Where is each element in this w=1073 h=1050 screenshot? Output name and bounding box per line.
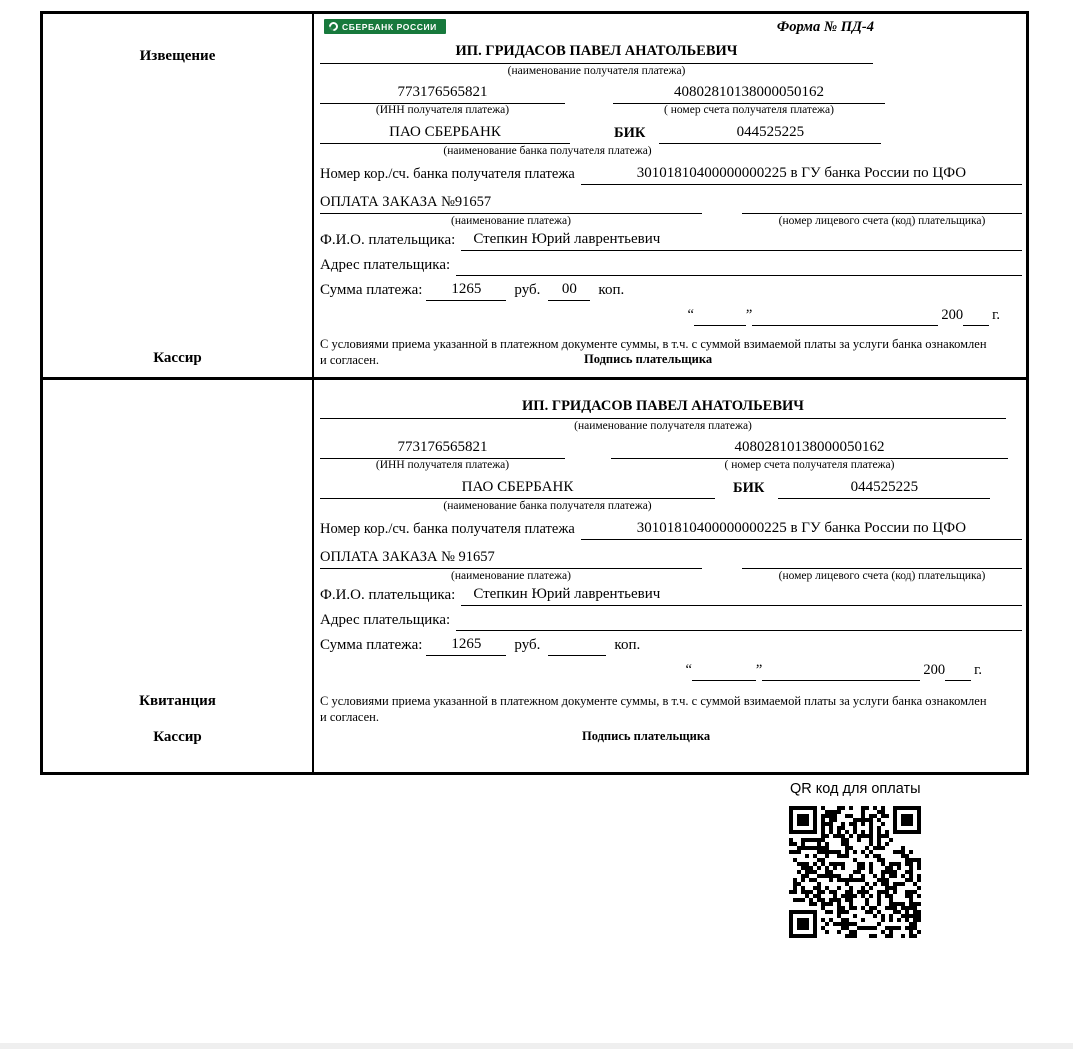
payer-code-caption: (номер лицевого счета (код) плательщика) <box>778 215 986 227</box>
payer-code-caption: (номер лицевого счета (код) плательщика) <box>778 569 986 582</box>
inn-caption: (ИНН получателя платежа) <box>375 458 510 471</box>
date-year-suffix: г. <box>992 307 1000 323</box>
inn-caption: (ИНН получателя платежа) <box>375 104 510 116</box>
payer-code-blank-field <box>742 194 1022 214</box>
agreement-block <box>320 693 996 726</box>
bank-caption: (наименование банка получателя платежа) <box>443 145 652 157</box>
payment-form-pd4 <box>40 11 1029 775</box>
payer-address-blank-field <box>456 256 1022 276</box>
amount-row <box>320 281 1022 301</box>
recipient-name: ИП. ГРИДАСОВ ПАВЕЛ АНАТОЛЬЕВИЧ <box>320 43 873 64</box>
agreement-text: С условиями приема указанной в платежном документе суммы, в т.ч. с суммой взимаемой платы за услуги банка ознакомлен и согласен. <box>320 337 987 368</box>
date-year-blank <box>945 663 971 681</box>
signature-label: Подпись плательщика <box>582 729 711 743</box>
receipt-side-label: Квитанция <box>139 692 216 709</box>
bank-caption: (наименование банка получателя платежа) <box>443 499 652 512</box>
bik-label: БИК <box>614 125 646 141</box>
date-year-prefix: 200 <box>941 307 964 323</box>
kop-label: коп. <box>614 636 641 653</box>
amount-rub-value: 1265 <box>426 636 506 656</box>
sberbank-logo <box>324 19 446 34</box>
payer-address-label: Адрес плательщика: <box>320 611 451 628</box>
payer-fio-row <box>320 586 1022 606</box>
payment-name-caption: (наименование платежа) <box>451 215 571 227</box>
rub-label: руб. <box>514 636 541 653</box>
amount-kop-value: 00 <box>548 281 590 301</box>
sberbank-logo-text: СБЕРБАНК РОССИИ <box>342 21 437 32</box>
korr-account-row <box>320 520 1022 540</box>
payer-fio-label: Ф.И.О. плательщика: <box>320 232 456 248</box>
payment-purpose-value: ОПЛАТА ЗАКАЗА № 91657 <box>320 549 702 569</box>
inn-value: 773176565821 <box>320 439 565 459</box>
payer-fio-value: Степкин Юрий лаврентьевич <box>461 586 1022 606</box>
inn-account-captions <box>320 459 1022 471</box>
account-value: 40802810138000050162 <box>611 439 1008 459</box>
agreement-block <box>320 336 996 369</box>
payer-address-row <box>320 256 1022 276</box>
date-month-blank <box>762 663 920 681</box>
receipt-cashier-label: Кассир <box>153 728 202 745</box>
inn-account-row <box>320 439 1022 459</box>
recipient-caption: (наименование получателя платежа) <box>574 419 752 432</box>
payment-purpose-value: ОПЛАТА ЗАКАЗА №91657 <box>320 194 702 214</box>
date-year-blank <box>963 308 989 326</box>
signature-label: Подпись плательщика <box>584 352 713 367</box>
payer-fio-value: Степкин Юрий лаврентьевич <box>461 231 1022 251</box>
date-close-quote: ” <box>745 307 753 323</box>
bank-name-value: ПАО СБЕРБАНК <box>320 479 715 499</box>
purpose-captions-row <box>320 215 1022 227</box>
notice-content <box>314 14 1026 377</box>
payer-fio-row <box>320 231 1022 251</box>
date-day-blank <box>694 308 746 326</box>
notice-cashier-label: Кассир <box>153 349 202 366</box>
korr-label: Номер кор./сч. банка получателя платежа <box>320 520 575 537</box>
payer-code-blank-field <box>742 549 1022 569</box>
account-value: 40802810138000050162 <box>613 84 885 104</box>
date-year-prefix: 200 <box>923 661 946 678</box>
sberbank-emblem-icon <box>327 20 340 33</box>
receipt-section <box>43 377 1026 772</box>
korr-value: 30101810400000000225 в ГУ банка России по ЦФО <box>581 165 1022 185</box>
payment-purpose-row <box>320 549 1022 569</box>
date-row <box>320 662 982 681</box>
payer-address-blank-field <box>456 611 1022 631</box>
date-month-blank <box>752 308 938 326</box>
date-open-quote: “ <box>687 307 694 323</box>
recipient-caption: (наименование получателя платежа) <box>507 65 686 77</box>
account-caption: ( номер счета получателя платежа) <box>664 104 834 116</box>
window-bottom-edge <box>0 1043 1073 1049</box>
payer-address-label: Адрес плательщика: <box>320 257 451 273</box>
bank-row <box>320 124 1022 144</box>
payer-fio-label: Ф.И.О. плательщика: <box>320 586 456 603</box>
payment-purpose-row <box>320 194 1022 214</box>
notice-side-label: Извещение <box>139 48 216 64</box>
date-open-quote: “ <box>685 661 692 678</box>
bik-value: 044525225 <box>778 479 990 499</box>
date-year-suffix: г. <box>974 661 982 678</box>
amount-kop-value <box>548 653 606 656</box>
bank-row <box>320 479 1022 499</box>
date-close-quote: ” <box>755 661 763 678</box>
inn-value: 773176565821 <box>320 84 565 104</box>
date-day-blank <box>692 663 756 681</box>
bik-label: БИК <box>733 479 765 496</box>
korr-label: Номер кор./сч. банка получателя платежа <box>320 166 575 182</box>
agreement-text: С условиями приема указанной в платежном документе суммы, в т.ч. с суммой взимаемой платы за услуги банка ознакомлен и согласен. <box>320 693 987 724</box>
amount-label: Сумма платежа: <box>320 636 423 653</box>
form-number-label: Форма № ПД-4 <box>776 19 874 35</box>
qr-code-label: QR код для оплаты <box>790 781 921 797</box>
recipient-name: ИП. ГРИДАСОВ ПАВЕЛ АНАТОЛЬЕВИЧ <box>320 398 1006 419</box>
bik-value: 044525225 <box>659 124 881 144</box>
qr-code <box>789 806 921 938</box>
purpose-captions-row <box>320 570 1022 582</box>
notice-section <box>43 14 1026 377</box>
notice-side-column <box>43 14 314 377</box>
amount-row <box>320 636 1022 656</box>
amount-label: Сумма платежа: <box>320 282 423 298</box>
notice-header-row <box>324 19 1022 41</box>
receipt-side-column <box>43 380 314 772</box>
payment-name-caption: (наименование платежа) <box>451 569 571 582</box>
rub-label: руб. <box>514 282 541 298</box>
date-row <box>320 307 1000 326</box>
receipt-content <box>314 380 1026 772</box>
kop-label: коп. <box>598 282 625 298</box>
account-caption: ( номер счета получателя платежа) <box>724 458 895 471</box>
amount-rub-value: 1265 <box>426 281 506 301</box>
korr-account-row <box>320 165 1022 185</box>
inn-account-captions <box>320 104 1022 116</box>
korr-value: 30101810400000000225 в ГУ банка России по ЦФО <box>581 520 1022 540</box>
payer-address-row <box>320 611 1022 631</box>
inn-account-row <box>320 84 1022 104</box>
bank-name-value: ПАО СБЕРБАНК <box>320 124 570 144</box>
